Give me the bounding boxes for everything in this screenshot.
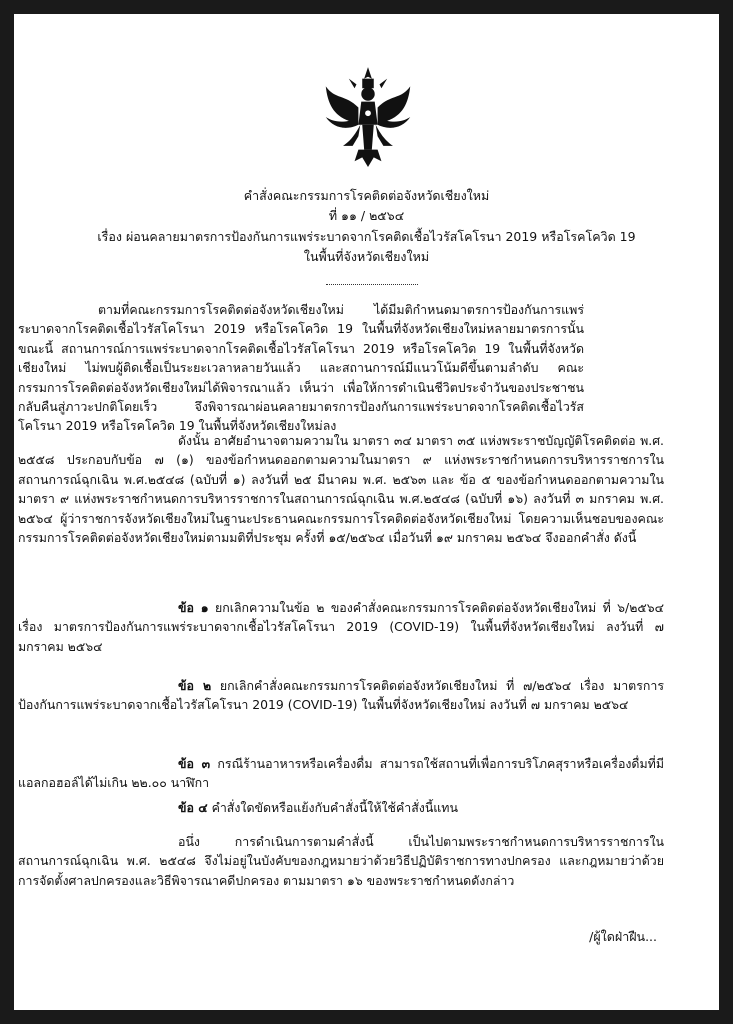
subject-line-1: เรื่อง ผ่อนคลายมาตรการป้องกันการแพร่ระบาดจากโรคติดเชื้อไวรัสโคโรนา 2019 หรือโรคโควิด 19	[97, 229, 636, 244]
subject-line-2: ในพื้นที่จังหวัดเชียงใหม่	[303, 249, 430, 264]
clause-text: ยกเลิกความในข้อ ๒ ของคำสั่งคณะกรรมการโรคติดต่อจังหวัดเชียงใหม่ ที่ ๖/๒๕๖๔ เรื่อง มาตรการป้องกันการแพร่ระบาดจากเชื้อไวรัสโคโรนา 2019 (COVID-19) ในพื้นที่จังหวัดเชียงใหม่ ลงวันที่ ๗ มกราคม ๒๕๖๔	[18, 600, 664, 654]
clause-label: ข้อ ๔	[178, 800, 208, 815]
title-separator	[326, 284, 418, 285]
continuation-marker: /ผู้ใดฝ่าฝืน...	[589, 929, 657, 944]
order-title: คำสั่งคณะกรรมการโรคติดต่อจังหวัดเชียงใหม่	[243, 188, 490, 203]
clause-label: ข้อ ๒	[178, 678, 212, 693]
paragraph-legal-note	[18, 832, 664, 890]
clause-text: ยกเลิกคำสั่งคณะกรรมการโรคติดต่อจังหวัดเชียงใหม่ ที่ ๗/๒๕๖๔ เรื่อง มาตรการป้องกันการแพร่ระบาดจากเชื้อไวรัสโคโรนา 2019 (COVID-19) ในพื้นที่จังหวัดเชียงใหม่ ลงวันที่ ๗ มกราคม ๒๕๖๔	[18, 678, 664, 713]
paragraph-text: ดังนั้น อาศัยอำนาจตามความใน มาตรา ๓๔ มาตรา ๓๕ แห่งพระราชบัญญัติโรคติดต่อ พ.ศ. ๒๕๕๘ ประกอบกับข้อ ๗ (๑) ของข้อกำหนดออกตามความในมาตรา ๙ แห่งพระราชกำหนดการบริหารราชการในสถานการณ์ฉุกเฉิน พ.ศ.๒๕๔๘ (ฉบับที่ ๑) ลงวันที่ ๒๕ มีนาคม พ.ศ. ๒๕๖๓ และ ข้อ ๕ ของข้อกำหนดออกตามความในมาตรา ๙ แห่งพระราชกำหนดการบริหารราชการในสถานการณ์ฉุกเฉิน พ.ศ.๒๕๔๘ (ฉบับที่ ๑๖) ลงวันที่ ๓ มกราคม พ.ศ. ๒๕๖๔ ผู้ว่าราชการจังหวัดเชียงใหม่ในฐานะประธานคณะกรรมการโรคติดต่อจังหวัดเชียงใหม่ โดยความเห็นชอบของคณะกรรมการโรคติดต่อจังหวัดเชียงใหม่ตามมติที่ประชุม ครั้งที่ ๑๕/๒๕๖๔ เมื่อวันที่ ๑๙ มกราคม ๒๕๖๔ จึงออกคำสั่ง ดังนี้	[18, 433, 664, 546]
clause-label: ข้อ ๑	[178, 600, 209, 615]
paragraph-text: อนึ่ง การดำเนินการตามคำสั่งนี้ เป็นไปตามพระราชกำหนดการบริหารราชการในสถานการณ์ฉุกเฉิน พ.ศ. ๒๕๔๘ จึงไม่อยู่ในบังคับของกฎหมายว่าด้วยวิธีปฏิบัติราชการทางปกครอง และกฎหมายว่าด้วยการจัดตั้งศาลปกครองและวิธีพิจารณาคดีปกครอง ตามมาตรา ๑๖ ของพระราชกำหนดดังกล่าว	[18, 834, 664, 888]
clause-3	[18, 754, 664, 793]
paragraph-background	[18, 300, 584, 436]
document-page	[14, 14, 719, 1010]
clause-1	[18, 598, 664, 656]
clause-text: กรณีร้านอาหารหรือเครื่องดื่ม สามารถใช้สถานที่เพื่อการบริโภคสุราหรือเครื่องดื่มที่มีแอลกอฮอล์ได้ไม่เกิน ๒๒.๐๐ นาฬิกา	[18, 756, 664, 791]
order-number: ที่ ๑๑ / ๒๕๖๔	[328, 208, 405, 223]
paragraph-text: ตามที่คณะกรรมการโรคติดต่อจังหวัดเชียงใหม่ ได้มีมติกำหนดมาตรการป้องกันการแพร่ระบาดจากโรคติดเชื้อไวรัสโคโรนา 2019 หรือโรคโควิด 19 ในพื้นที่จังหวัดเชียงใหม่หลายมาตรการนั้น ขณะนี้ สถานการณ์การแพร่ระบาดจากโรคติดเชื้อไวรัสโคโรนา 2019 หรือโรคโควิด 19 ในพื้นที่จังหวัดเชียงใหม่ ไม่พบผู้ติดเชื้อเป็นระยะเวลาหลายวันแล้ว และสถานการณ์มีแนวโน้มดีขึ้นตามลำดับ คณะกรรมการโรคติดต่อจังหวัดเชียงใหม่ได้พิจารณาแล้ว เห็นว่า เพื่อให้การดำเนินชีวิตประจำวันของประชาชนกลับคืนสู่ภาวะปกติโดยเร็ว จึงพิจารณาผ่อนคลายมาตรการป้องกันการแพร่ระบาดจากโรคติดเชื้อไวรัสโคโรนา 2019 หรือโรคโควิด 19 ในพื้นที่จังหวัดเชียงใหม่ลง	[18, 302, 584, 434]
garuda-emblem-icon	[320, 64, 416, 172]
paragraph-authority	[18, 431, 664, 547]
clause-4	[18, 798, 664, 817]
clause-label: ข้อ ๓	[178, 756, 211, 771]
clause-text: คำสั่งใดขัดหรือแย้งกับคำสั่งนี้ให้ใช้คำสั่งนี้แทน	[211, 800, 458, 815]
clause-2	[18, 676, 664, 715]
